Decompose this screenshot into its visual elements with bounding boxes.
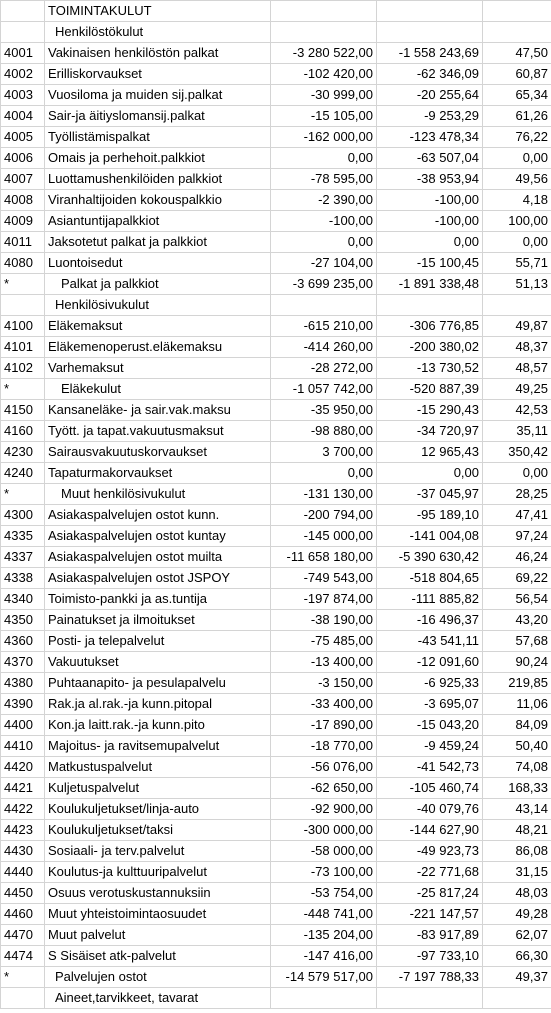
percent-cell[interactable]: 47,50 bbox=[483, 43, 551, 64]
account-name-cell[interactable]: Luontoisedut bbox=[45, 253, 271, 274]
account-name-cell[interactable]: Erilliskorvaukset bbox=[45, 64, 271, 85]
actual-cell[interactable]: -1 891 338,48 bbox=[377, 274, 483, 295]
percent-cell[interactable]: 42,53 bbox=[483, 400, 551, 421]
actual-cell[interactable]: -25 817,24 bbox=[377, 883, 483, 904]
percent-cell[interactable]: 49,28 bbox=[483, 904, 551, 925]
account-code-cell[interactable]: 4004 bbox=[1, 106, 45, 127]
account-code-cell[interactable]: 4420 bbox=[1, 757, 45, 778]
budget-cell[interactable]: -131 130,00 bbox=[271, 484, 377, 505]
account-name-cell[interactable]: Tapaturmakorvaukset bbox=[45, 463, 271, 484]
actual-cell[interactable] bbox=[377, 295, 483, 316]
percent-cell[interactable]: 4,18 bbox=[483, 190, 551, 211]
account-code-cell[interactable]: 4102 bbox=[1, 358, 45, 379]
budget-cell[interactable]: -17 890,00 bbox=[271, 715, 377, 736]
actual-cell[interactable]: -518 804,65 bbox=[377, 568, 483, 589]
actual-cell[interactable]: -141 004,08 bbox=[377, 526, 483, 547]
percent-cell[interactable]: 48,21 bbox=[483, 820, 551, 841]
budget-cell[interactable]: 0,00 bbox=[271, 148, 377, 169]
table-row bbox=[1, 64, 551, 85]
table-row bbox=[1, 862, 551, 883]
budget-cell[interactable]: -98 880,00 bbox=[271, 421, 377, 442]
actual-cell[interactable]: -100,00 bbox=[377, 190, 483, 211]
percent-cell[interactable]: 100,00 bbox=[483, 211, 551, 232]
account-name-cell[interactable]: Vakinaisen henkilöstön palkat bbox=[45, 43, 271, 64]
actual-cell[interactable]: -123 478,34 bbox=[377, 127, 483, 148]
budget-cell[interactable]: -58 000,00 bbox=[271, 841, 377, 862]
actual-cell[interactable]: -520 887,39 bbox=[377, 379, 483, 400]
table-row bbox=[1, 463, 551, 484]
budget-cell[interactable]: -2 390,00 bbox=[271, 190, 377, 211]
budget-cell[interactable]: -35 950,00 bbox=[271, 400, 377, 421]
percent-cell[interactable] bbox=[483, 295, 551, 316]
account-code-cell[interactable]: 4005 bbox=[1, 127, 45, 148]
percent-cell[interactable]: 74,08 bbox=[483, 757, 551, 778]
actual-cell[interactable] bbox=[377, 22, 483, 43]
percent-cell[interactable]: 168,33 bbox=[483, 778, 551, 799]
percent-cell[interactable] bbox=[483, 22, 551, 43]
account-code-cell[interactable]: 4390 bbox=[1, 694, 45, 715]
budget-cell[interactable]: -56 076,00 bbox=[271, 757, 377, 778]
actual-cell[interactable]: -12 091,60 bbox=[377, 652, 483, 673]
table-row bbox=[1, 316, 551, 337]
percent-cell[interactable]: 49,87 bbox=[483, 316, 551, 337]
percent-cell[interactable] bbox=[483, 1, 551, 22]
table-row bbox=[1, 904, 551, 925]
account-name-cell[interactable]: Sairausvakuutuskorvaukset bbox=[45, 442, 271, 463]
percent-cell[interactable]: 76,22 bbox=[483, 127, 551, 148]
account-name-cell[interactable]: S Sisäiset atk-palvelut bbox=[45, 946, 271, 967]
account-code-cell[interactable]: 4007 bbox=[1, 169, 45, 190]
account-name-cell[interactable]: Henkilöstökulut bbox=[45, 22, 271, 43]
percent-cell[interactable]: 62,07 bbox=[483, 925, 551, 946]
table-row bbox=[1, 358, 551, 379]
account-code-cell[interactable]: 4340 bbox=[1, 589, 45, 610]
account-code-cell[interactable]: 4240 bbox=[1, 463, 45, 484]
account-name-cell[interactable]: Kansaneläke- ja sair.vak.maksu bbox=[45, 400, 271, 421]
account-name-cell[interactable]: Asiantuntijapalkkiot bbox=[45, 211, 271, 232]
budget-cell[interactable]: -3 699 235,00 bbox=[271, 274, 377, 295]
table-row bbox=[1, 22, 551, 43]
account-name-cell[interactable]: Asiakaspalvelujen ostot kunn. bbox=[45, 505, 271, 526]
table-row bbox=[1, 925, 551, 946]
account-name-cell[interactable]: Luottamushenkilöiden palkkiot bbox=[45, 169, 271, 190]
actual-cell[interactable]: -200 380,02 bbox=[377, 337, 483, 358]
table-row bbox=[1, 232, 551, 253]
account-code-cell[interactable]: 4360 bbox=[1, 631, 45, 652]
account-code-cell[interactable]: 4003 bbox=[1, 85, 45, 106]
actual-cell[interactable]: 0,00 bbox=[377, 463, 483, 484]
actual-cell[interactable]: -221 147,57 bbox=[377, 904, 483, 925]
account-code-cell[interactable]: 4423 bbox=[1, 820, 45, 841]
account-code-cell[interactable]: 4421 bbox=[1, 778, 45, 799]
percent-cell[interactable]: 0,00 bbox=[483, 148, 551, 169]
percent-cell[interactable]: 97,24 bbox=[483, 526, 551, 547]
table-row bbox=[1, 589, 551, 610]
budget-cell[interactable]: -75 485,00 bbox=[271, 631, 377, 652]
actual-cell[interactable]: -22 771,68 bbox=[377, 862, 483, 883]
budget-cell[interactable]: -14 579 517,00 bbox=[271, 967, 377, 988]
budget-cell[interactable]: -200 794,00 bbox=[271, 505, 377, 526]
account-name-cell[interactable]: Omais ja perhehoit.palkkiot bbox=[45, 148, 271, 169]
table-row bbox=[1, 127, 551, 148]
account-name-cell[interactable]: Muut henkilösivukulut bbox=[45, 484, 271, 505]
account-name-cell[interactable]: Henkilösivukulut bbox=[45, 295, 271, 316]
actual-cell[interactable]: -9 253,29 bbox=[377, 106, 483, 127]
actual-cell[interactable] bbox=[377, 988, 483, 1009]
account-name-cell[interactable]: Jaksotetut palkat ja palkkiot bbox=[45, 232, 271, 253]
account-name-cell[interactable]: Painatukset ja ilmoitukset bbox=[45, 610, 271, 631]
actual-cell[interactable]: -16 496,37 bbox=[377, 610, 483, 631]
percent-cell[interactable]: 57,68 bbox=[483, 631, 551, 652]
account-code-cell[interactable]: 4160 bbox=[1, 421, 45, 442]
budget-cell[interactable]: -300 000,00 bbox=[271, 820, 377, 841]
actual-cell[interactable]: -5 390 630,42 bbox=[377, 547, 483, 568]
account-name-cell[interactable]: Eläkemaksut bbox=[45, 316, 271, 337]
percent-cell[interactable]: 350,42 bbox=[483, 442, 551, 463]
percent-cell[interactable]: 66,30 bbox=[483, 946, 551, 967]
table-row bbox=[1, 505, 551, 526]
account-code-cell[interactable]: 4430 bbox=[1, 841, 45, 862]
actual-cell[interactable] bbox=[377, 1, 483, 22]
budget-cell[interactable]: -11 658 180,00 bbox=[271, 547, 377, 568]
budget-cell[interactable]: -3 280 522,00 bbox=[271, 43, 377, 64]
budget-cell[interactable]: 0,00 bbox=[271, 463, 377, 484]
budget-cell[interactable]: -38 190,00 bbox=[271, 610, 377, 631]
percent-cell[interactable]: 60,87 bbox=[483, 64, 551, 85]
budget-cell[interactable]: -78 595,00 bbox=[271, 169, 377, 190]
actual-cell[interactable]: -63 507,04 bbox=[377, 148, 483, 169]
table-row bbox=[1, 967, 551, 988]
actual-cell[interactable]: -9 459,24 bbox=[377, 736, 483, 757]
account-name-cell[interactable]: Eläkemenoperust.eläkemaksu bbox=[45, 337, 271, 358]
actual-cell[interactable]: -40 079,76 bbox=[377, 799, 483, 820]
account-name-cell[interactable]: TOIMINTAKULUT bbox=[45, 1, 271, 22]
percent-cell[interactable]: 48,37 bbox=[483, 337, 551, 358]
actual-cell[interactable]: -49 923,73 bbox=[377, 841, 483, 862]
budget-cell[interactable]: -414 260,00 bbox=[271, 337, 377, 358]
percent-cell[interactable]: 49,37 bbox=[483, 967, 551, 988]
account-name-cell[interactable]: Varhemaksut bbox=[45, 358, 271, 379]
table-row bbox=[1, 547, 551, 568]
actual-cell[interactable]: -306 776,85 bbox=[377, 316, 483, 337]
percent-cell[interactable]: 55,71 bbox=[483, 253, 551, 274]
table-row bbox=[1, 652, 551, 673]
actual-cell[interactable]: -15 290,43 bbox=[377, 400, 483, 421]
budget-cell[interactable]: -18 770,00 bbox=[271, 736, 377, 757]
table-row bbox=[1, 568, 551, 589]
table-row bbox=[1, 421, 551, 442]
percent-cell[interactable]: 48,57 bbox=[483, 358, 551, 379]
table-row bbox=[1, 610, 551, 631]
account-code-cell[interactable]: 4450 bbox=[1, 883, 45, 904]
budget-cell[interactable]: -448 741,00 bbox=[271, 904, 377, 925]
percent-cell[interactable]: 49,25 bbox=[483, 379, 551, 400]
account-name-cell[interactable]: Vuosiloma ja muiden sij.palkat bbox=[45, 85, 271, 106]
actual-cell[interactable]: -37 045,97 bbox=[377, 484, 483, 505]
table-row bbox=[1, 190, 551, 211]
table-row bbox=[1, 946, 551, 967]
account-name-cell[interactable]: Asiakaspalvelujen ostot muilta bbox=[45, 547, 271, 568]
budget-cell[interactable]: -15 105,00 bbox=[271, 106, 377, 127]
account-name-cell[interactable]: Eläkekulut bbox=[45, 379, 271, 400]
table-row bbox=[1, 106, 551, 127]
account-name-cell[interactable]: Vakuutukset bbox=[45, 652, 271, 673]
account-code-cell[interactable]: 4400 bbox=[1, 715, 45, 736]
percent-cell[interactable]: 51,13 bbox=[483, 274, 551, 295]
budget-cell[interactable]: -3 150,00 bbox=[271, 673, 377, 694]
actual-cell[interactable]: -6 925,33 bbox=[377, 673, 483, 694]
actual-cell[interactable]: -7 197 788,33 bbox=[377, 967, 483, 988]
account-name-cell[interactable]: Osuus verotuskustannuksiin bbox=[45, 883, 271, 904]
account-code-cell[interactable]: 4335 bbox=[1, 526, 45, 547]
percent-cell[interactable]: 11,06 bbox=[483, 694, 551, 715]
account-name-cell[interactable]: Koulukuljetukset/taksi bbox=[45, 820, 271, 841]
spreadsheet-body bbox=[1, 1, 551, 1009]
percent-cell[interactable]: 28,25 bbox=[483, 484, 551, 505]
actual-cell[interactable]: -83 917,89 bbox=[377, 925, 483, 946]
budget-cell[interactable] bbox=[271, 988, 377, 1009]
account-code-cell[interactable]: 4422 bbox=[1, 799, 45, 820]
percent-cell[interactable]: 0,00 bbox=[483, 463, 551, 484]
account-code-cell[interactable]: * bbox=[1, 484, 45, 505]
table-row bbox=[1, 169, 551, 190]
budget-cell[interactable]: -53 754,00 bbox=[271, 883, 377, 904]
table-row bbox=[1, 715, 551, 736]
percent-cell[interactable]: 69,22 bbox=[483, 568, 551, 589]
table-row bbox=[1, 295, 551, 316]
budget-cell[interactable]: -162 000,00 bbox=[271, 127, 377, 148]
account-code-cell[interactable]: * bbox=[1, 379, 45, 400]
account-code-cell[interactable]: 4009 bbox=[1, 211, 45, 232]
table-row bbox=[1, 631, 551, 652]
account-code-cell[interactable]: 4338 bbox=[1, 568, 45, 589]
budget-cell[interactable]: -197 874,00 bbox=[271, 589, 377, 610]
account-code-cell[interactable]: 4001 bbox=[1, 43, 45, 64]
account-code-cell[interactable] bbox=[1, 988, 45, 1009]
account-code-cell[interactable]: * bbox=[1, 274, 45, 295]
actual-cell[interactable]: -34 720,97 bbox=[377, 421, 483, 442]
account-name-cell[interactable]: Toimisto-pankki ja as.tuntija bbox=[45, 589, 271, 610]
account-name-cell[interactable]: Muut yhteistoimintaosuudet bbox=[45, 904, 271, 925]
account-code-cell[interactable]: 4460 bbox=[1, 904, 45, 925]
budget-cell[interactable]: -92 900,00 bbox=[271, 799, 377, 820]
table-row bbox=[1, 778, 551, 799]
account-name-cell[interactable]: Asiakaspalvelujen ostot kuntay bbox=[45, 526, 271, 547]
account-name-cell[interactable]: Työllistämispalkat bbox=[45, 127, 271, 148]
budget-cell[interactable]: -30 999,00 bbox=[271, 85, 377, 106]
budget-cell[interactable]: -62 650,00 bbox=[271, 778, 377, 799]
budget-cell[interactable]: -145 000,00 bbox=[271, 526, 377, 547]
table-row bbox=[1, 337, 551, 358]
percent-cell[interactable]: 48,03 bbox=[483, 883, 551, 904]
percent-cell[interactable] bbox=[483, 988, 551, 1009]
budget-cell[interactable]: -1 057 742,00 bbox=[271, 379, 377, 400]
account-code-cell[interactable]: 4080 bbox=[1, 253, 45, 274]
account-code-cell[interactable] bbox=[1, 295, 45, 316]
table-row bbox=[1, 757, 551, 778]
account-name-cell[interactable]: Sair-ja äitiyslomansij.palkat bbox=[45, 106, 271, 127]
budget-cell[interactable]: -615 210,00 bbox=[271, 316, 377, 337]
table-row bbox=[1, 148, 551, 169]
budget-cell[interactable]: -135 204,00 bbox=[271, 925, 377, 946]
budget-cell[interactable] bbox=[271, 22, 377, 43]
account-name-cell[interactable]: Kon.ja laitt.rak.-ja kunn.pito bbox=[45, 715, 271, 736]
actual-cell[interactable]: -41 542,73 bbox=[377, 757, 483, 778]
table-row bbox=[1, 43, 551, 64]
budget-cell[interactable]: -27 104,00 bbox=[271, 253, 377, 274]
account-name-cell[interactable]: Aineet,tarvikkeet, tavarat bbox=[45, 988, 271, 1009]
account-name-cell[interactable]: Majoitus- ja ravitsemupalvelut bbox=[45, 736, 271, 757]
account-code-cell[interactable]: 4011 bbox=[1, 232, 45, 253]
percent-cell[interactable]: 43,20 bbox=[483, 610, 551, 631]
actual-cell[interactable]: -1 558 243,69 bbox=[377, 43, 483, 64]
percent-cell[interactable]: 50,40 bbox=[483, 736, 551, 757]
account-code-cell[interactable]: 4470 bbox=[1, 925, 45, 946]
percent-cell[interactable]: 46,24 bbox=[483, 547, 551, 568]
account-name-cell[interactable]: Matkustuspalvelut bbox=[45, 757, 271, 778]
account-name-cell[interactable]: Rak.ja al.rak.-ja kunn.pitopal bbox=[45, 694, 271, 715]
actual-cell[interactable]: -15 100,45 bbox=[377, 253, 483, 274]
account-name-cell[interactable]: Koulutus-ja kulttuuripalvelut bbox=[45, 862, 271, 883]
actual-cell[interactable]: -62 346,09 bbox=[377, 64, 483, 85]
account-code-cell[interactable]: 4100 bbox=[1, 316, 45, 337]
table-row bbox=[1, 85, 551, 106]
account-name-cell[interactable]: Viranhaltijoiden kokouspalkkio bbox=[45, 190, 271, 211]
percent-cell[interactable]: 43,14 bbox=[483, 799, 551, 820]
account-name-cell[interactable]: Muut palvelut bbox=[45, 925, 271, 946]
percent-cell[interactable]: 61,26 bbox=[483, 106, 551, 127]
account-code-cell[interactable]: 4350 bbox=[1, 610, 45, 631]
actual-cell[interactable]: -97 733,10 bbox=[377, 946, 483, 967]
actual-cell[interactable]: -105 460,74 bbox=[377, 778, 483, 799]
table-row bbox=[1, 841, 551, 862]
table-row bbox=[1, 484, 551, 505]
account-code-cell[interactable]: 4006 bbox=[1, 148, 45, 169]
account-code-cell[interactable]: 4474 bbox=[1, 946, 45, 967]
percent-cell[interactable]: 86,08 bbox=[483, 841, 551, 862]
account-name-cell[interactable]: Asiakaspalvelujen ostot JSPOY bbox=[45, 568, 271, 589]
budget-cell[interactable]: -28 272,00 bbox=[271, 358, 377, 379]
percent-cell[interactable]: 65,34 bbox=[483, 85, 551, 106]
table-row bbox=[1, 673, 551, 694]
budget-cell[interactable]: -33 400,00 bbox=[271, 694, 377, 715]
actual-cell[interactable]: -15 043,20 bbox=[377, 715, 483, 736]
budget-cell[interactable]: -13 400,00 bbox=[271, 652, 377, 673]
actual-cell[interactable]: -3 695,07 bbox=[377, 694, 483, 715]
percent-cell[interactable]: 47,41 bbox=[483, 505, 551, 526]
budget-cell[interactable]: -100,00 bbox=[271, 211, 377, 232]
actual-cell[interactable]: 0,00 bbox=[377, 232, 483, 253]
budget-cell[interactable] bbox=[271, 295, 377, 316]
table-row bbox=[1, 820, 551, 841]
table-row bbox=[1, 1, 551, 22]
actual-cell[interactable]: -20 255,64 bbox=[377, 85, 483, 106]
table-row bbox=[1, 274, 551, 295]
percent-cell[interactable]: 90,24 bbox=[483, 652, 551, 673]
budget-cell[interactable]: -102 420,00 bbox=[271, 64, 377, 85]
table-row bbox=[1, 883, 551, 904]
percent-cell[interactable]: 0,00 bbox=[483, 232, 551, 253]
percent-cell[interactable]: 31,15 bbox=[483, 862, 551, 883]
account-name-cell[interactable]: Tyött. ja tapat.vakuutusmaksut bbox=[45, 421, 271, 442]
account-code-cell[interactable]: 4370 bbox=[1, 652, 45, 673]
account-code-cell[interactable]: 4337 bbox=[1, 547, 45, 568]
percent-cell[interactable]: 219,85 bbox=[483, 673, 551, 694]
table-row bbox=[1, 799, 551, 820]
account-code-cell[interactable]: 4101 bbox=[1, 337, 45, 358]
actual-cell[interactable]: 12 965,43 bbox=[377, 442, 483, 463]
percent-cell[interactable]: 49,56 bbox=[483, 169, 551, 190]
table-row bbox=[1, 211, 551, 232]
table-row bbox=[1, 379, 551, 400]
percent-cell[interactable]: 56,54 bbox=[483, 589, 551, 610]
actual-cell[interactable]: -95 189,10 bbox=[377, 505, 483, 526]
actual-cell[interactable]: -144 627,90 bbox=[377, 820, 483, 841]
account-code-cell[interactable]: * bbox=[1, 967, 45, 988]
account-code-cell[interactable] bbox=[1, 1, 45, 22]
account-name-cell[interactable]: Posti- ja telepalvelut bbox=[45, 631, 271, 652]
actual-cell[interactable]: -111 885,82 bbox=[377, 589, 483, 610]
account-name-cell[interactable]: Kuljetuspalvelut bbox=[45, 778, 271, 799]
table-row bbox=[1, 988, 551, 1009]
actual-cell[interactable]: -100,00 bbox=[377, 211, 483, 232]
account-name-cell[interactable]: Puhtaanapito- ja pesulapalvelu bbox=[45, 673, 271, 694]
account-code-cell[interactable]: 4230 bbox=[1, 442, 45, 463]
account-name-cell[interactable]: Palvelujen ostot bbox=[45, 967, 271, 988]
table-row bbox=[1, 694, 551, 715]
table-row bbox=[1, 526, 551, 547]
table-row bbox=[1, 253, 551, 274]
actual-cell[interactable]: -38 953,94 bbox=[377, 169, 483, 190]
account-code-cell[interactable]: 4440 bbox=[1, 862, 45, 883]
table-row bbox=[1, 442, 551, 463]
budget-cell[interactable]: -73 100,00 bbox=[271, 862, 377, 883]
budget-cell[interactable] bbox=[271, 1, 377, 22]
percent-cell[interactable]: 84,09 bbox=[483, 715, 551, 736]
account-code-cell[interactable]: 4008 bbox=[1, 190, 45, 211]
budget-cell[interactable]: 0,00 bbox=[271, 232, 377, 253]
account-code-cell[interactable]: 4002 bbox=[1, 64, 45, 85]
budget-cell[interactable]: 3 700,00 bbox=[271, 442, 377, 463]
percent-cell[interactable]: 35,11 bbox=[483, 421, 551, 442]
actual-cell[interactable]: -13 730,52 bbox=[377, 358, 483, 379]
actual-cell[interactable]: -43 541,11 bbox=[377, 631, 483, 652]
account-code-cell[interactable]: 4300 bbox=[1, 505, 45, 526]
budget-cell[interactable]: -147 416,00 bbox=[271, 946, 377, 967]
account-name-cell[interactable]: Koulukuljetukset/linja-auto bbox=[45, 799, 271, 820]
account-code-cell[interactable]: 4380 bbox=[1, 673, 45, 694]
account-name-cell[interactable]: Sosiaali- ja terv.palvelut bbox=[45, 841, 271, 862]
account-code-cell[interactable] bbox=[1, 22, 45, 43]
account-code-cell[interactable]: 4150 bbox=[1, 400, 45, 421]
account-name-cell[interactable]: Palkat ja palkkiot bbox=[45, 274, 271, 295]
budget-cell[interactable]: -749 543,00 bbox=[271, 568, 377, 589]
account-code-cell[interactable]: 4410 bbox=[1, 736, 45, 757]
table-row bbox=[1, 400, 551, 421]
table-row bbox=[1, 736, 551, 757]
